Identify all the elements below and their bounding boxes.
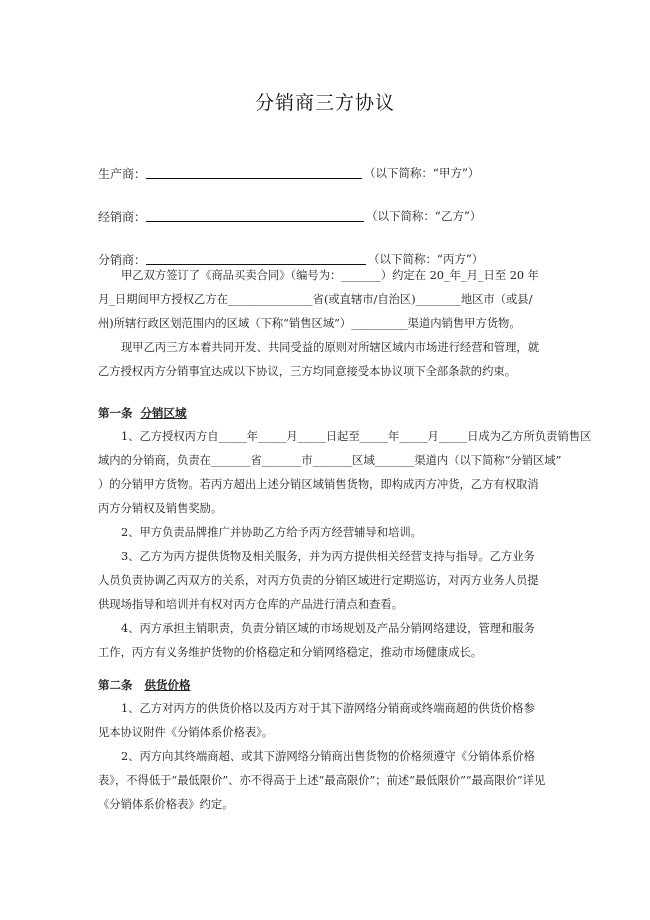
distributor-label: 经销商： <box>98 210 147 224</box>
producer-fill-line <box>146 164 362 179</box>
article1-line-10: 工作，丙方有义务维护货物的价格稳定和分销网络稳定，推动市场健康成长。 <box>98 646 483 659</box>
article1-number: 第一条 <box>98 406 133 420</box>
article2-line-4: 表》，不得低于“最低限价”、亦不得高于上述“最高限价”；前述“最低限价”“最高限价”详见 <box>98 774 546 787</box>
article1-line-7: 人员负责协调乙丙双方的关系，对丙方负责的分销区域进行定期巡访，对丙方业务人员提 <box>98 574 539 587</box>
subdistributor-label: 分销商： <box>98 253 147 267</box>
article1-line-9: 4、丙方承担主销职责，负责分销区域的市场规划及产品分销网络建设，管理和服务 <box>121 622 535 635</box>
article2-title: 供货价格 <box>144 678 191 692</box>
article1-title: 分销区域 <box>140 406 187 420</box>
intro-line-4: 现甲乙丙三方本着共同开发、共同受益的原则对所辖区域内市场进行经营和管理，就 <box>121 341 539 354</box>
article2-heading <box>98 677 191 693</box>
page-title: 分销商三方协议 <box>254 92 395 114</box>
intro-line-1: 甲乙双方签订了《商品买卖合同》（编号为：_______）约定在 20_年_月_日至 20 年 <box>121 269 539 282</box>
intro-line-5: 乙方授权丙方分销事宜达成以下协议，三方均同意接受本协议项下全部条款的约束。 <box>98 365 516 378</box>
article1-line-8: 供现场指导和培训并有权对丙方仓库的产品进行清点和查看。 <box>98 598 404 611</box>
article2-line-1: 1、乙方对丙方的供货价格以及丙方对于其下游网络分销商或终端商超的供货价格参 <box>121 702 535 715</box>
producer-note: （以下简称：“甲方”） <box>364 166 480 180</box>
article2-line-3: 2、丙方向其终端商超、或其下游网络分销商出售货物的价格须遵守《分销体系价格 <box>121 750 535 763</box>
article2-number: 第二条 <box>98 678 133 692</box>
article2-line-2: 见本协议附件《分销体系价格表》。 <box>98 726 274 739</box>
article2-line-5: 《分销体系价格表》约定。 <box>98 798 234 811</box>
article1-line-3: ）的分销甲方货物。若丙方超出上述分销区域销售货物，即构成丙方冲货，乙方有权取消 <box>98 478 539 491</box>
article1-line-4: 丙方分销权及销售奖励。 <box>98 502 223 515</box>
subdistributor-fill-line <box>146 250 366 265</box>
producer-label: 生产商： <box>98 167 147 181</box>
article1-line-6: 3、乙方为丙方提供货物及相关服务，并为丙方提供相关经营支持与指导。乙方业务 <box>121 550 535 563</box>
distributor-fill-line <box>146 207 364 222</box>
article1-line-1: 1、乙方授权丙方自_____年_____月_____日起至_____年_____月_____日成为乙方所负责销售区 <box>121 430 592 443</box>
intro-line-3: 州)所辖行政区划范围内的区域（下称“销售区域”）__________渠道内销售甲方货物。 <box>98 317 521 330</box>
subdistributor-note: （以下简称：“丙方”） <box>368 252 484 266</box>
article1-line-2: 域内的分销商，负责在_______省_______市_______区域_______渠道内（以下简称“分销区域” <box>98 454 562 467</box>
article1-heading <box>98 405 187 421</box>
article1-line-5: 2、甲方负责品牌推广并协助乙方给予丙方经营辅导和培训。 <box>121 526 422 539</box>
intro-line-2: 月_日期间甲方授权乙方在_______________省(或直辖市/自治区)________地区市（或县/ <box>98 293 533 306</box>
distributor-note: （以下简称：“乙方”） <box>366 209 482 223</box>
